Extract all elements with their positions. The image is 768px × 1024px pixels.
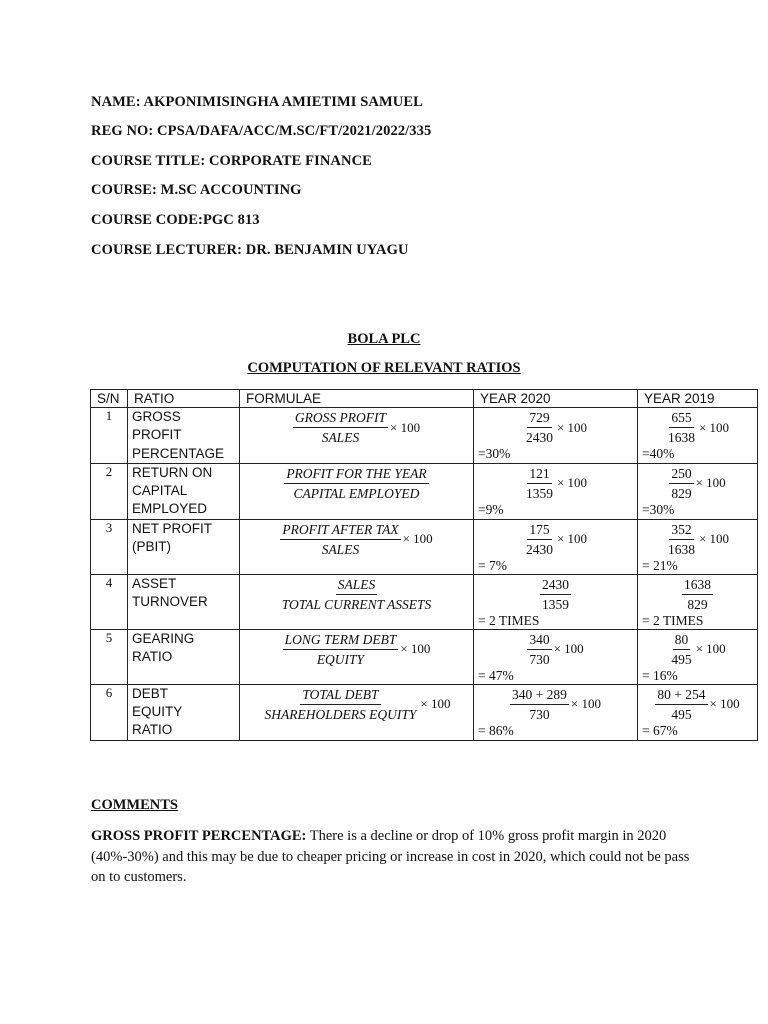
course-lecturer: COURSE LECTURER: DR. BENJAMIN UYAGU xyxy=(91,242,409,258)
year-2019-result: = 21% xyxy=(642,557,678,573)
row-year-2019 xyxy=(638,463,758,519)
row-formula xyxy=(240,519,474,574)
row-year-2019 xyxy=(638,629,758,684)
row-year-2019 xyxy=(638,574,758,629)
row-sn: 6 xyxy=(91,684,128,740)
formula-fraction xyxy=(263,686,419,723)
year-2020-multiplier: × 100 xyxy=(553,641,584,657)
table-header-row xyxy=(91,390,758,408)
year-2020-denominator: 2430 xyxy=(525,541,553,557)
row-formula xyxy=(240,574,474,629)
header-year-2020: YEAR 2020 xyxy=(474,390,638,408)
year-2020-result: =30% xyxy=(478,446,511,461)
year-2020-result: = 86% xyxy=(478,722,514,738)
year-2019-numerator: 655 xyxy=(669,409,693,428)
formula-denominator: SALES xyxy=(321,430,360,445)
formula-fraction xyxy=(284,465,428,502)
year-2020-fraction xyxy=(540,576,571,613)
formula-numerator: TOTAL DEBT xyxy=(300,686,380,705)
year-2019-result: = 67% xyxy=(642,722,678,738)
row-ratio-name: GEARING RATIO xyxy=(128,629,240,684)
formula-fraction xyxy=(280,576,434,613)
row-formula xyxy=(240,684,474,740)
header-sn: S/N xyxy=(91,390,128,408)
table-row xyxy=(91,629,758,684)
year-2019-denominator: 829 xyxy=(671,485,692,501)
year-2020-result: =9% xyxy=(478,501,504,517)
table-row xyxy=(91,408,758,464)
student-name: NAME: AKPONIMISINGHA AMIETIMI SAMUEL xyxy=(91,94,423,110)
row-year-2019 xyxy=(638,519,758,574)
company-title: BOLA PLC xyxy=(347,331,421,347)
table-row xyxy=(91,684,758,740)
year-2020-numerator: 340 + 289 xyxy=(510,686,569,705)
row-year-2020 xyxy=(474,574,638,629)
year-2020-multiplier: × 100 xyxy=(556,475,588,491)
year-2019-multiplier: × 100 xyxy=(698,419,730,435)
formula-fraction xyxy=(283,631,399,668)
year-2019-multiplier: × 100 xyxy=(695,641,726,657)
year-2020-denominator: 730 xyxy=(529,706,550,722)
row-year-2019 xyxy=(638,684,758,740)
ratios-table xyxy=(90,389,758,741)
year-2020-fraction xyxy=(524,521,555,558)
year-2020-denominator: 2430 xyxy=(525,430,553,445)
year-2019-denominator: 1638 xyxy=(667,541,695,557)
year-2019-denominator: 495 xyxy=(671,651,692,667)
row-sn: 1 xyxy=(91,408,128,464)
year-2020-result: = 7% xyxy=(478,557,507,573)
row-sn: 2 xyxy=(91,463,128,519)
year-2019-multiplier: × 100 xyxy=(698,531,730,547)
year-2019-numerator: 1638 xyxy=(682,576,713,595)
row-ratio-name: NET PROFIT (PBIT) xyxy=(128,519,240,574)
comment-label: GROSS PROFIT PERCENTAGE: xyxy=(91,828,307,844)
year-2019-numerator: 250 xyxy=(669,465,693,484)
comment-text: There is a decline or drop of 10% gross profit margin in 2020 (40%-30%) and this may be due to cheaper pricing or increase in cost in 2020, which could not be pass on to customers. xyxy=(91,828,690,885)
year-2020-multiplier: × 100 xyxy=(556,531,588,547)
year-2020-fraction xyxy=(524,409,555,446)
row-ratio-name: RETURN ON CAPITAL EMPLOYED xyxy=(128,463,240,519)
formula-multiplier: × 100 xyxy=(390,419,421,435)
year-2019-numerator: 80 xyxy=(673,631,691,650)
formula-denominator: TOTAL CURRENT ASSETS xyxy=(281,596,432,612)
row-year-2020 xyxy=(474,463,638,519)
formula-numerator: GROSS PROFIT xyxy=(293,409,388,428)
row-year-2020 xyxy=(474,684,638,740)
table-row xyxy=(91,574,758,629)
year-2020-multiplier: × 100 xyxy=(570,696,601,712)
year-2020-denominator: 1359 xyxy=(525,485,553,501)
formula-denominator: CAPITAL EMPLOYED xyxy=(293,485,420,501)
reg-number: REG NO: CPSA/DAFA/ACC/M.SC/FT/2021/2022/335 xyxy=(91,123,432,139)
formula-numerator: PROFIT FOR THE YEAR xyxy=(284,465,428,484)
year-2019-fraction xyxy=(682,576,713,613)
formula-multiplier: × 100 xyxy=(400,641,431,657)
year-2019-denominator: 829 xyxy=(687,596,708,612)
row-ratio-name: GROSS PROFIT PERCENTAGE xyxy=(128,408,240,464)
formula-numerator: SALES xyxy=(336,576,378,595)
course: COURSE: M.SC ACCOUNTING xyxy=(91,182,302,198)
year-2019-fraction xyxy=(655,686,707,723)
year-2019-fraction xyxy=(666,521,697,558)
table-row xyxy=(91,463,758,519)
year-2019-fraction xyxy=(666,409,697,446)
course-code: COURSE CODE:PGC 813 xyxy=(91,212,260,228)
year-2019-result: = 2 TIMES xyxy=(642,612,704,628)
row-formula xyxy=(240,463,474,519)
formula-multiplier: × 100 xyxy=(402,531,433,547)
year-2020-result: = 47% xyxy=(478,667,514,683)
year-2020-denominator: 1359 xyxy=(542,596,569,612)
year-2020-fraction xyxy=(510,686,569,723)
header-formulae: FORMULAE xyxy=(240,390,474,408)
row-sn: 4 xyxy=(91,574,128,629)
table-subtitle: COMPUTATION OF RELEVANT RATIOS xyxy=(247,360,521,376)
year-2019-multiplier: × 100 xyxy=(709,696,740,712)
row-sn: 3 xyxy=(91,519,128,574)
row-sn: 5 xyxy=(91,629,128,684)
year-2019-fraction xyxy=(669,465,693,502)
row-year-2019 xyxy=(638,408,758,464)
formula-multiplier: × 100 xyxy=(420,696,451,712)
year-2020-fraction xyxy=(527,631,551,668)
comments-heading: COMMENTS xyxy=(91,797,178,813)
formula-numerator: PROFIT AFTER TAX xyxy=(280,521,400,540)
year-2020-numerator: 340 xyxy=(527,631,551,650)
year-2020-numerator: 2430 xyxy=(540,576,571,595)
comment-gross-profit xyxy=(91,826,691,888)
row-year-2020 xyxy=(474,519,638,574)
row-formula xyxy=(240,629,474,684)
formula-fraction xyxy=(293,409,388,446)
year-2020-result: = 2 TIMES xyxy=(478,612,540,628)
year-2019-result: =40% xyxy=(642,446,675,461)
row-year-2020 xyxy=(474,629,638,684)
row-ratio-name: DEBT EQUITY RATIO xyxy=(128,684,240,740)
formula-denominator: SALES xyxy=(321,541,360,557)
year-2019-result: =30% xyxy=(642,501,675,517)
year-2019-fraction xyxy=(669,631,693,668)
table-row xyxy=(91,519,758,574)
year-2019-multiplier: × 100 xyxy=(695,475,726,491)
course-title: COURSE TITLE: CORPORATE FINANCE xyxy=(91,153,372,169)
year-2020-multiplier: × 100 xyxy=(556,419,588,435)
year-2019-denominator: 1638 xyxy=(667,430,695,445)
formula-fraction xyxy=(280,521,400,558)
year-2020-fraction xyxy=(524,465,555,502)
year-2020-numerator: 175 xyxy=(527,521,551,540)
formula-numerator: LONG TERM DEBT xyxy=(283,631,399,650)
header-year-2019: YEAR 2019 xyxy=(638,390,758,408)
year-2019-numerator: 80 + 254 xyxy=(655,686,707,705)
year-2019-numerator: 352 xyxy=(669,521,693,540)
year-2020-denominator: 730 xyxy=(529,651,550,667)
year-2020-numerator: 729 xyxy=(527,409,551,428)
year-2019-result: = 16% xyxy=(642,667,678,683)
year-2019-denominator: 495 xyxy=(671,706,692,722)
row-year-2020 xyxy=(474,408,638,464)
year-2020-numerator: 121 xyxy=(527,465,551,484)
row-ratio-name: ASSET TURNOVER xyxy=(128,574,240,629)
formula-denominator: SHAREHOLDERS EQUITY xyxy=(264,706,417,722)
formula-denominator: EQUITY xyxy=(316,651,365,667)
header-ratio: RATIO xyxy=(128,390,240,408)
row-formula xyxy=(240,408,474,464)
